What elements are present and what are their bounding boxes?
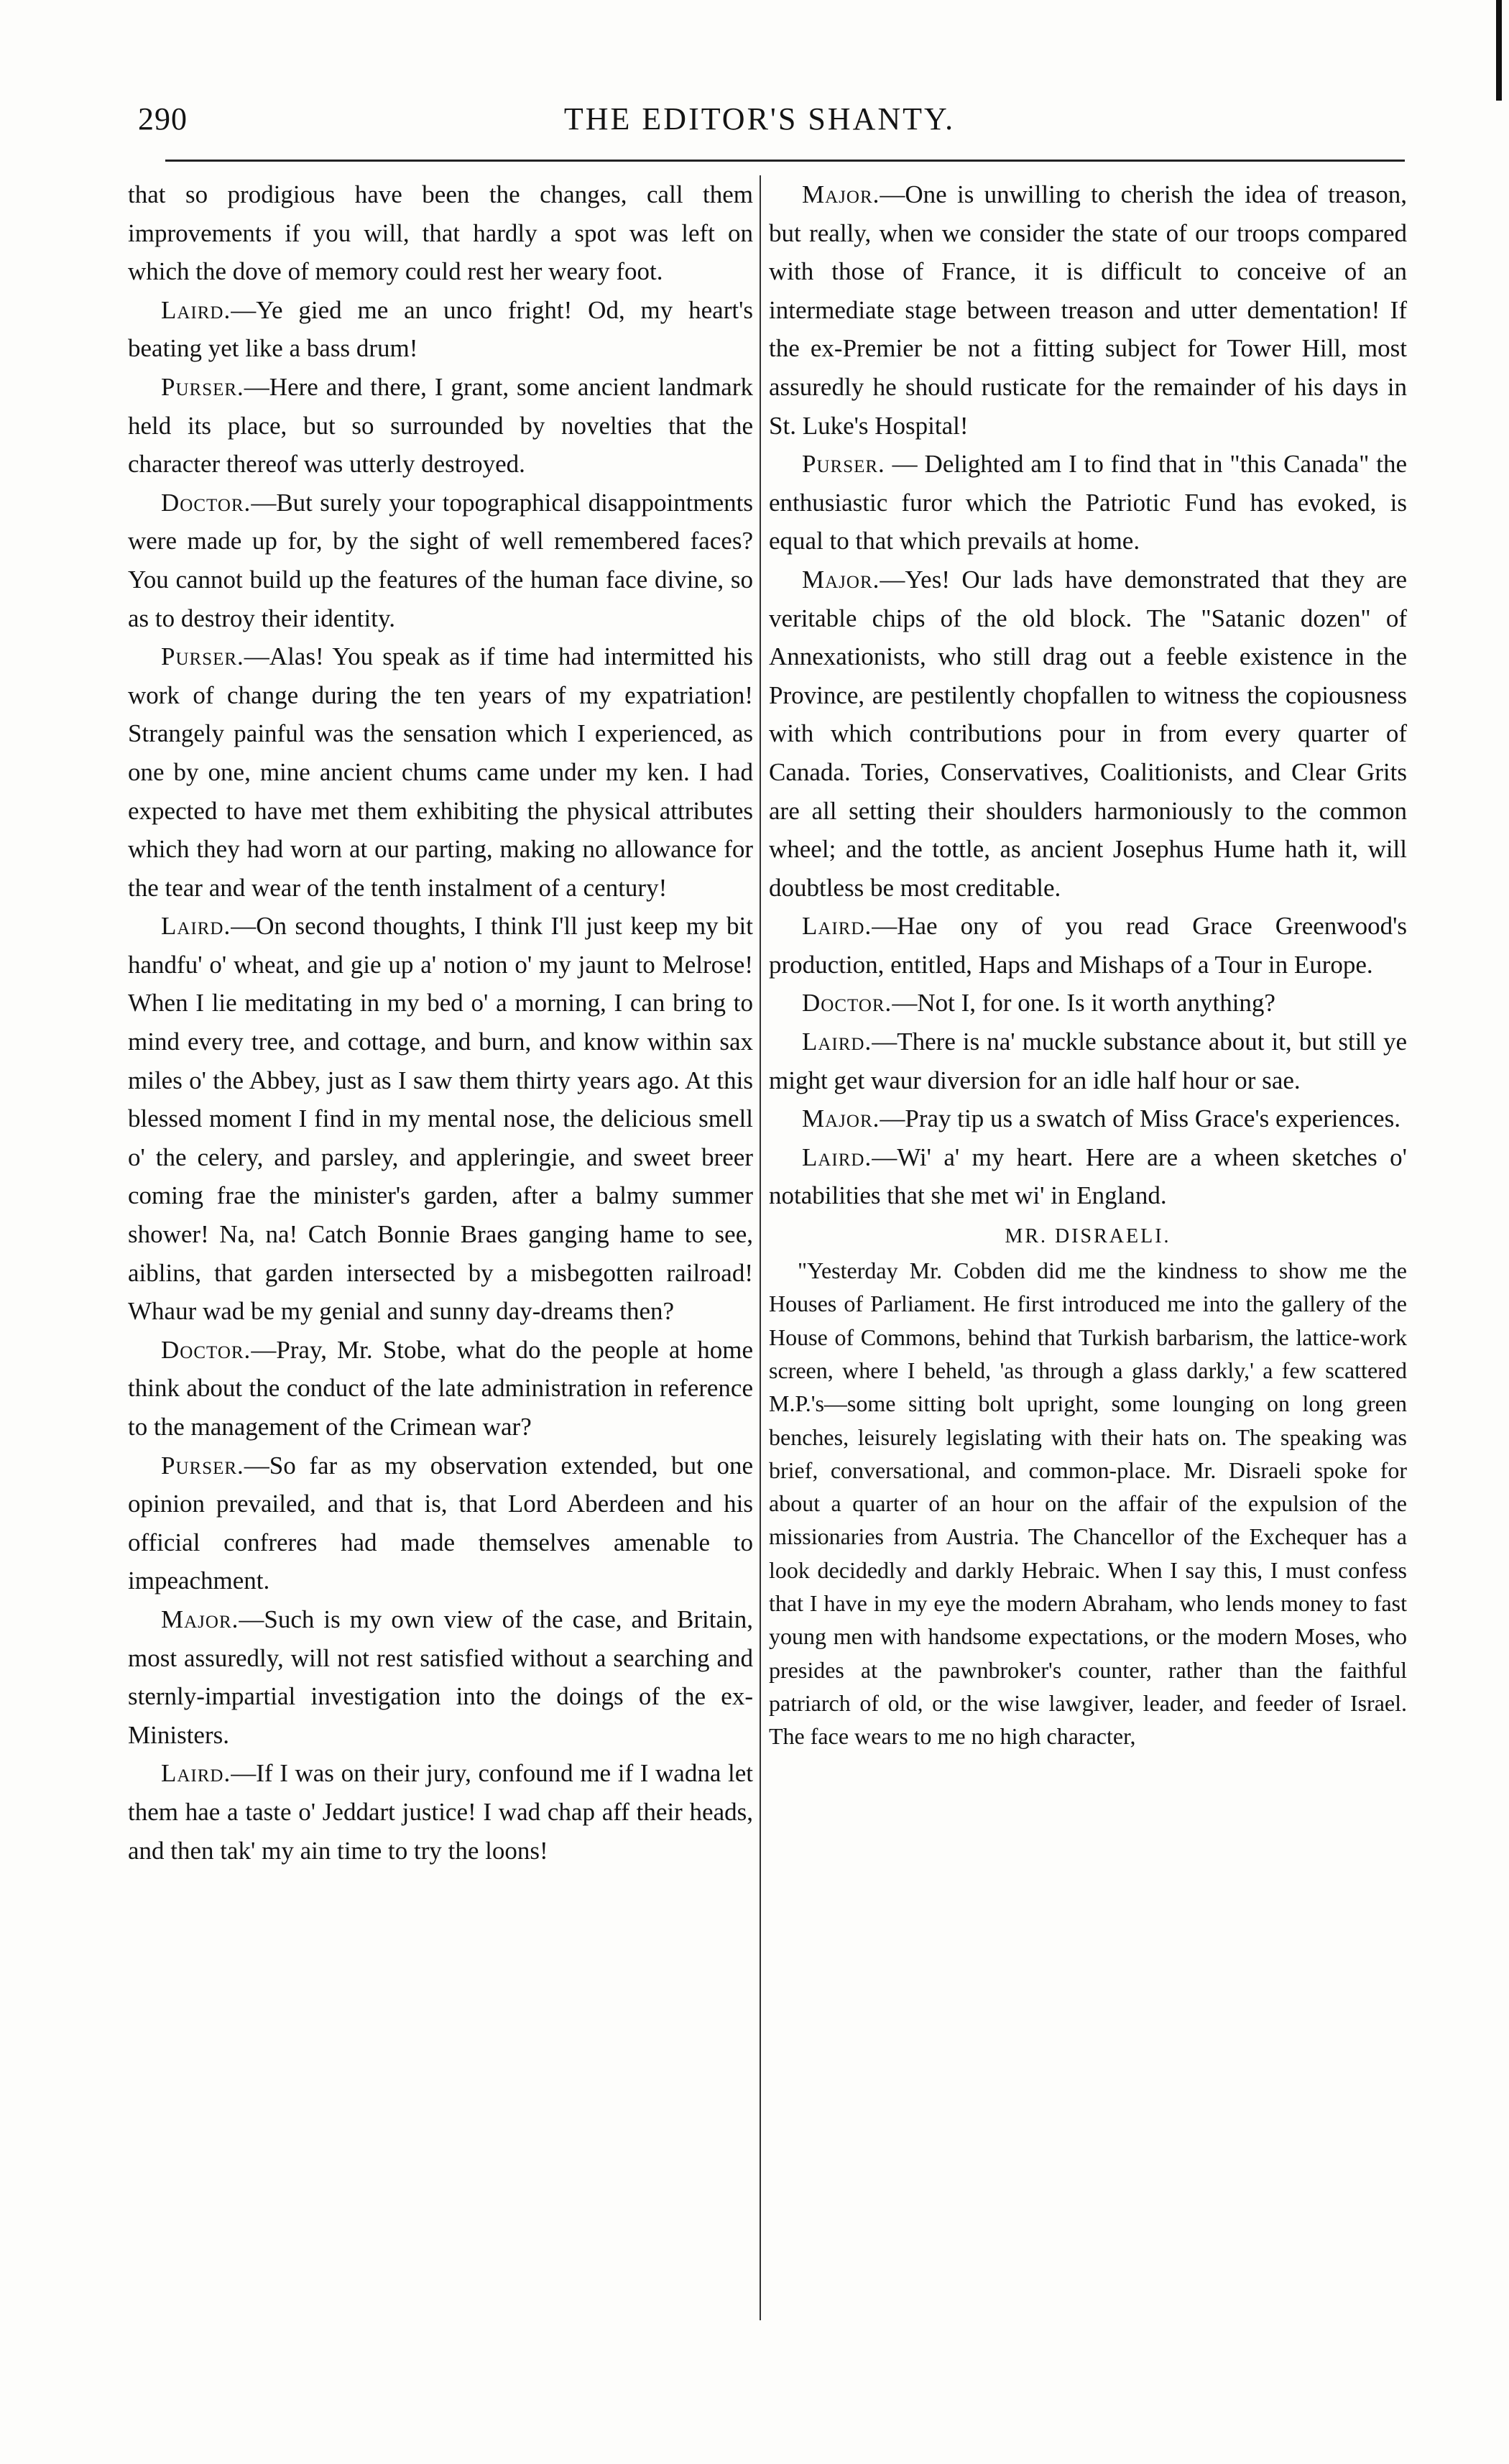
speaker-name: Laird. [161,1759,231,1788]
speaker-name: Purser. [161,1451,244,1480]
dialogue-paragraph: Laird.—Ye gied me an unco fright! Od, my heart's beating yet like a bass drum! [128,295,753,363]
dialogue-paragraph: Major.—Such is my own view of the case, and Britain, most assuredly, will not rest satisfied without a searching and sternly-impartial investigation into the doings of the ex-Ministers. [128,1605,753,1749]
speaker-name: Purser. [161,642,244,671]
speaker-name: Purser. [161,372,244,401]
quote-paragraph: "Yesterday Mr. Cobden did me the kindness to show me the Houses of Parliament. He first introduced me into the gallery of the House of Commons, behind that Turkish barbarism, the lattice-work screen, where I beheld, 'as through a glass darkly,' a few scattered M.P.'s—some sitting bolt upright, some lounging on long green benches, leisurely legislating with their hats on. The speaking was brief, conversational, and common-place. Mr. Disraeli spoke for about a quarter of an hour on the affair of the expulsion of the missionaries from Austria. The Chancellor of the Exchequer has a look decidedly and darkly Hebraic. When I say this, I must confess that I have in my eye the modern Abraham, who lends money to fast young men with handsome expectations, or the modern Moses, who presides at the pawnbroker's counter, rather than the faithful patriarch of old, or the wise lawgiver, leader, and feeder of Israel. The face wears to me no high character, [769,1258,1407,1750]
dialogue-paragraph: Purser.—Here and there, I grant, some ancient landmark held its place, but so surrounded by novelties that the character thereof was utterly destroyed. [128,372,753,479]
dialogue-paragraph: Major.—Yes! Our lads have demonstrated that they are veritable chips of the old block. The "Satanic dozen" of Annexationists, who still drag out a feeble existence in the Province, are pestilently chopfallen to witness the copiousness with which contributions pour in from every quarter of Canada. Tories, Conservatives, Coalitionists, and Clear Grits are all setting their shoulders harmoniously to the common wheel; and the tottle, as ancient Josephus Hume hath it, will doubtless be most creditable. [769,565,1407,902]
quoted-extract [769,1254,1407,1753]
dialogue-paragraph: Major.—Pray tip us a swatch of Miss Grace's experiences. [802,1104,1400,1133]
speaker-name: Purser. [802,450,885,479]
dialogue-paragraph: Laird.—Hae ony of you read Grace Greenwood's production, entitled, Haps and Mishaps of a Tour in Europe. [769,912,1407,979]
dialogue-paragraph: Doctor.—Not I, for one. Is it worth anything? [802,989,1275,1018]
speaker-name: Laird. [802,1028,872,1056]
speaker-name: Doctor. [161,488,251,517]
paragraph: that so prodigious have been the changes, call them improvements if you will, that hardly a spot was left on which the dove of memory could rest her weary foot. [128,180,753,286]
dialogue-paragraph: Purser.—So far as my observation extended, but one opinion prevailed, and that is, that Lord Aberdeen and his official confreres had made themselves amenable to impeachment. [128,1451,753,1595]
dialogue-paragraph: Purser.—Alas! You speak as if time had intermitted his work of change during the ten years of my expatriation! Strangely painful was the sensation which I experienced, as one by one, mine ancient chums came under my ken. I had expected to have met them exhibiting the physical attributes which they had worn at our parting, making no allowance for the tear and wear of the tenth instalment of a century! [128,642,753,902]
dialogue-paragraph: Laird.—Wi' a' my heart. Here are a wheen sketches o' notabilities that she met wi' in England. [769,1143,1407,1210]
column-divider [760,175,761,2320]
dialogue-paragraph: Laird.—There is na' muckle substance about it, but still ye might get waur diversion for an idle half hour or sae. [769,1028,1407,1094]
section-heading: MR. DISRAELI. [1005,1225,1171,1248]
dialogue-paragraph: Laird.—On second thoughts, I think I'll just keep my bit handfu' o' wheat, and gie up a' notion o' my jaunt to Melrose! When I lie meditating in my bed o' a morning, I can bring to mind every tree, and cottage, and burn, and know within sax miles o' the Abbey, just as I saw them thirty years ago. At this blessed moment I find in my mental nose, the delicious smell o' the celery, and parsley, and appleringie, and sweet breer coming frae the minister's garden, after a balmy summer shower! Na, na! Catch Bonnie Braes ganging hame to see, aiblins, that garden intersected by a misbegotten railroad! Whaur wad be my genial and sunny day-dreams then? [128,912,753,1326]
speaker-name: Doctor. [161,1335,251,1364]
speaker-name: Major. [802,1104,880,1133]
dialogue-paragraph: Major.—One is unwilling to cherish the idea of treason, but really, when we consider the state of our troops compared with those of France, it is difficult to conceive of an intermediate stage between treason and utter dementation! If the ex-Premier be not a fitting subject for Tower Hill, most assuredly he should rusticate for the remainder of his days in St. Luke's Hospital! [769,180,1407,440]
speaker-name: Doctor. [802,989,892,1018]
speaker-name: Laird. [161,295,231,324]
page-edge-mark [1496,0,1502,101]
speaker-name: Major. [802,180,880,208]
running-title: THE EDITOR'S SHANTY. [563,101,956,137]
speaker-name: Major. [802,565,880,594]
header-rule [165,160,1405,162]
dialogue-paragraph: Doctor.—But surely your topographical disappointments were made up for, by the sight of well remembered faces? You cannot build up the features of the human face divine, so as to destroy their identity. [128,488,753,632]
dialogue-paragraph: Purser. — Delighted am I to find that in "this Canada" the enthusiastic furor which the Patriotic Fund has evoked, is equal to that which prevails at home. [769,450,1407,555]
speaker-name: Laird. [161,912,231,941]
left-column [128,175,753,1870]
speaker-name: Major. [161,1605,239,1633]
speaker-name: Laird. [802,912,872,941]
page-number: 290 [138,101,188,137]
page-header [116,101,1403,151]
speaker-name: Laird. [802,1143,872,1171]
dialogue-paragraph: Doctor.—Pray, Mr. Stobe, what do the people at home think about the conduct of the late administration in reference to the management of the Crimean war? [128,1335,753,1441]
dialogue-paragraph: Laird.—If I was on their jury, confound me if I wadna let them hae a taste o' Jeddart justice! I wad chap aff their heads, and then tak' my ain time to try the loons! [128,1759,753,1865]
right-column [769,175,1407,1753]
